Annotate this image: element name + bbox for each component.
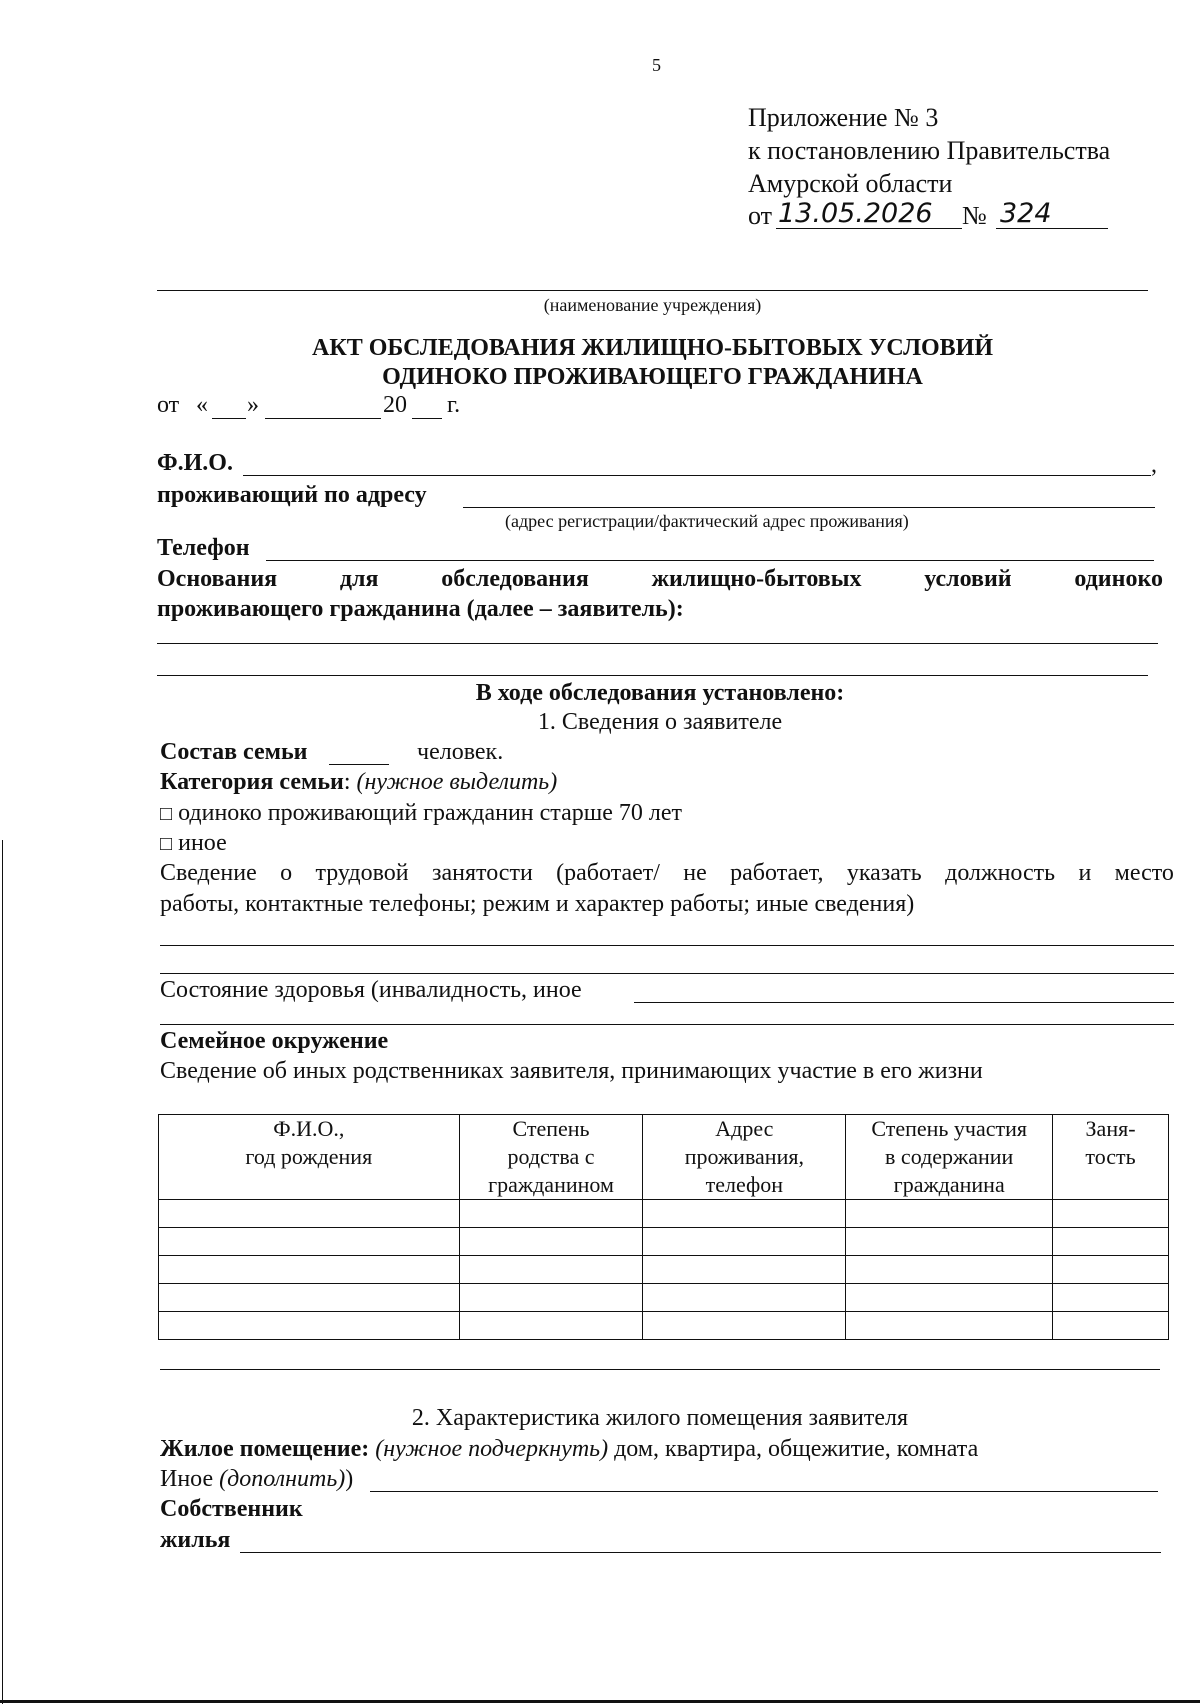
relatives-extra-field[interactable] [160, 1369, 1160, 1370]
table-cell[interactable] [643, 1228, 846, 1256]
header-line: Заня- [1085, 1116, 1136, 1141]
health-field[interactable] [634, 1002, 1174, 1003]
other-paren: ) [345, 1466, 354, 1492]
scan-edge-left [2, 840, 3, 1704]
dwelling-hint: (нужное подчеркнуть) [375, 1436, 609, 1462]
header-line: родства с [507, 1144, 595, 1169]
family-size-field[interactable] [329, 764, 389, 765]
checkbox-icon[interactable]: □ [160, 833, 173, 855]
option-label: одиноко проживающий гражданин старше 70 лет [178, 800, 682, 826]
header-support-degree [846, 1115, 1053, 1200]
family-size-label: Состав семьи [160, 739, 308, 765]
table-row [159, 1284, 1169, 1312]
appendix-date-underline [776, 228, 962, 229]
option-label: иное [178, 830, 227, 856]
header-fio-birth-year [159, 1115, 460, 1200]
appendix-number-handwritten: 324 [1000, 198, 1052, 229]
table-row [159, 1312, 1169, 1340]
table-cell[interactable] [643, 1200, 846, 1228]
table-cell[interactable] [643, 1284, 846, 1312]
table-cell[interactable] [159, 1284, 460, 1312]
header-line: Ф.И.О., [273, 1116, 345, 1141]
header-line: Степень участия [871, 1116, 1028, 1141]
date-open-quote: « [196, 392, 208, 418]
header-line: Адрес [715, 1116, 774, 1141]
family-environment-heading: Семейное окружение [160, 1028, 389, 1054]
dwelling-options[interactable]: дом, квартира, общежитие, комната [614, 1436, 979, 1462]
fio-comma: , [1151, 452, 1157, 478]
employment-line1 [160, 860, 1174, 887]
employment-word: не [683, 860, 707, 886]
other-field[interactable] [370, 1491, 1158, 1492]
table-cell[interactable] [1053, 1200, 1169, 1228]
employment-word: место [1114, 860, 1174, 886]
owner-label-line2: жилья [160, 1527, 231, 1553]
table-cell[interactable] [643, 1256, 846, 1284]
header-kinship [459, 1115, 643, 1200]
section1-title: 1. Сведения о заявителе [537, 709, 783, 735]
other-label: Иное [160, 1466, 214, 1492]
table-cell[interactable] [459, 1228, 643, 1256]
health-label: Состояние здоровья (инвалидность, иное [160, 977, 582, 1003]
basis-line2: проживающего гражданина (далее – заявитель): [157, 596, 684, 622]
table-cell[interactable] [159, 1200, 460, 1228]
appendix-from-label: от [748, 201, 773, 230]
section2-title: 2. Характеристика жилого помещения заявителя [411, 1405, 909, 1431]
act-title-line2: ОДИНОКО ПРОЖИВАЮЩЕГО ГРАЖДАНИНА [382, 364, 923, 390]
basis-line1 [157, 566, 1163, 593]
other-line [160, 1466, 353, 1493]
phone-field[interactable] [266, 560, 1154, 561]
employment-word: работает, [730, 860, 824, 886]
date-close-quote: » [247, 392, 259, 418]
header-line: проживания, [684, 1144, 804, 1169]
owner-field[interactable] [240, 1552, 1161, 1553]
relatives-table [158, 1114, 1169, 1340]
table-cell[interactable] [159, 1228, 460, 1256]
header-employment [1053, 1115, 1169, 1200]
employment-word: должность [945, 860, 1056, 886]
page-number: 5 [652, 55, 661, 75]
dwelling-label: Жилое помещение: [160, 1436, 370, 1462]
findings-heading: В ходе обследования установлено: [475, 680, 845, 706]
table-cell[interactable] [459, 1284, 643, 1312]
relatives-intro: Сведение об иных родственниках заявителя, принимающих участие в его жизни [160, 1058, 983, 1084]
category-line [160, 769, 557, 796]
appendix-region: Амурской области [748, 169, 953, 198]
health-field-line2[interactable] [160, 1024, 1174, 1025]
table-cell[interactable] [1053, 1228, 1169, 1256]
address-label: проживающий по адресу [157, 482, 427, 508]
basis-word: одиноко [1074, 566, 1163, 592]
basis-word: условий [924, 566, 1012, 592]
table-cell[interactable] [159, 1312, 460, 1340]
table-cell[interactable] [159, 1256, 460, 1284]
scan-edge-bottom [0, 1700, 1200, 1703]
table-cell[interactable] [846, 1228, 1053, 1256]
date-month-field[interactable] [265, 418, 381, 419]
institution-caption: (наименование учреждения) [543, 295, 762, 315]
category-colon: : [343, 769, 351, 795]
fio-field[interactable] [243, 475, 1151, 476]
header-line: гражданина [893, 1172, 1005, 1197]
category-label: Категория семьи [160, 769, 344, 795]
appendix-number-underline [996, 228, 1108, 229]
date-day-field[interactable] [212, 418, 246, 419]
employment-word: указать [846, 860, 922, 886]
appendix-number-label: № [962, 201, 987, 230]
header-line: в содержании [885, 1144, 1014, 1169]
table-cell[interactable] [459, 1256, 643, 1284]
table-cell[interactable] [1053, 1312, 1169, 1340]
date-year-prefix: 20 [383, 392, 407, 418]
other-hint: (дополнить) [219, 1466, 346, 1492]
table-row [159, 1200, 1169, 1228]
header-line: тость [1085, 1144, 1136, 1169]
table-cell[interactable] [846, 1312, 1053, 1340]
employment-word: о [280, 860, 293, 886]
family-size-unit: человек. [417, 739, 504, 765]
dwelling-line [160, 1436, 978, 1463]
employment-field-line2[interactable] [160, 973, 1174, 974]
header-line: гражданином [488, 1172, 614, 1197]
table-cell[interactable] [846, 1200, 1053, 1228]
basis-word: обследования [441, 566, 589, 592]
category-option-other[interactable] [160, 830, 227, 857]
date-year-field[interactable] [412, 418, 442, 419]
basis-word: для [339, 566, 379, 592]
employment-field-line1[interactable] [160, 945, 1174, 946]
fio-label: Ф.И.О. [157, 450, 233, 476]
category-hint: (нужное выделить) [356, 769, 558, 795]
appendix-date-handwritten: 13.05.2026 [778, 198, 933, 229]
category-option-elderly[interactable] [160, 800, 682, 827]
basis-word: жилищно-бытовых [651, 566, 862, 592]
header-line: год рождения [245, 1144, 373, 1169]
appendix-number: Приложение № 3 [748, 103, 939, 132]
address-caption: (адрес регистрации/фактический адрес проживания) [505, 511, 909, 531]
table-header-row [159, 1115, 1169, 1200]
table-row [159, 1256, 1169, 1284]
basis-field-line2[interactable] [157, 675, 1148, 676]
table-row [159, 1228, 1169, 1256]
checkbox-icon[interactable]: □ [160, 803, 173, 825]
header-line: телефон [705, 1172, 784, 1197]
phone-label: Телефон [157, 535, 250, 561]
institution-field[interactable] [157, 290, 1148, 291]
header-address-phone [643, 1115, 846, 1200]
date-year-suffix: г. [447, 392, 461, 418]
act-title-line1: АКТ ОБСЛЕДОВАНИЯ ЖИЛИЩНО-БЫТОВЫХ УСЛОВИЙ [312, 335, 993, 361]
table-cell[interactable] [459, 1312, 643, 1340]
date-from-label: от [157, 392, 180, 418]
employment-word: занятости [432, 860, 533, 886]
table-cell[interactable] [846, 1256, 1053, 1284]
employment-word: (работает/ [556, 860, 660, 886]
table-cell[interactable] [643, 1312, 846, 1340]
employment-word: Сведение [160, 860, 257, 886]
employment-word: трудовой [315, 860, 409, 886]
employment-word: и [1078, 860, 1092, 886]
table-cell[interactable] [459, 1200, 643, 1228]
table-cell[interactable] [1053, 1256, 1169, 1284]
basis-word: Основания [157, 566, 278, 592]
basis-field-line1[interactable] [157, 643, 1158, 644]
address-field[interactable] [463, 507, 1155, 508]
header-line: Степень [512, 1116, 590, 1141]
employment-line2: работы, контактные телефоны; режим и характер работы; иные сведения) [160, 891, 915, 917]
owner-label-line1: Собственник [160, 1496, 303, 1522]
appendix-decree: к постановлению Правительства [748, 136, 1111, 165]
table-cell[interactable] [846, 1284, 1053, 1312]
table-cell[interactable] [1053, 1284, 1169, 1312]
